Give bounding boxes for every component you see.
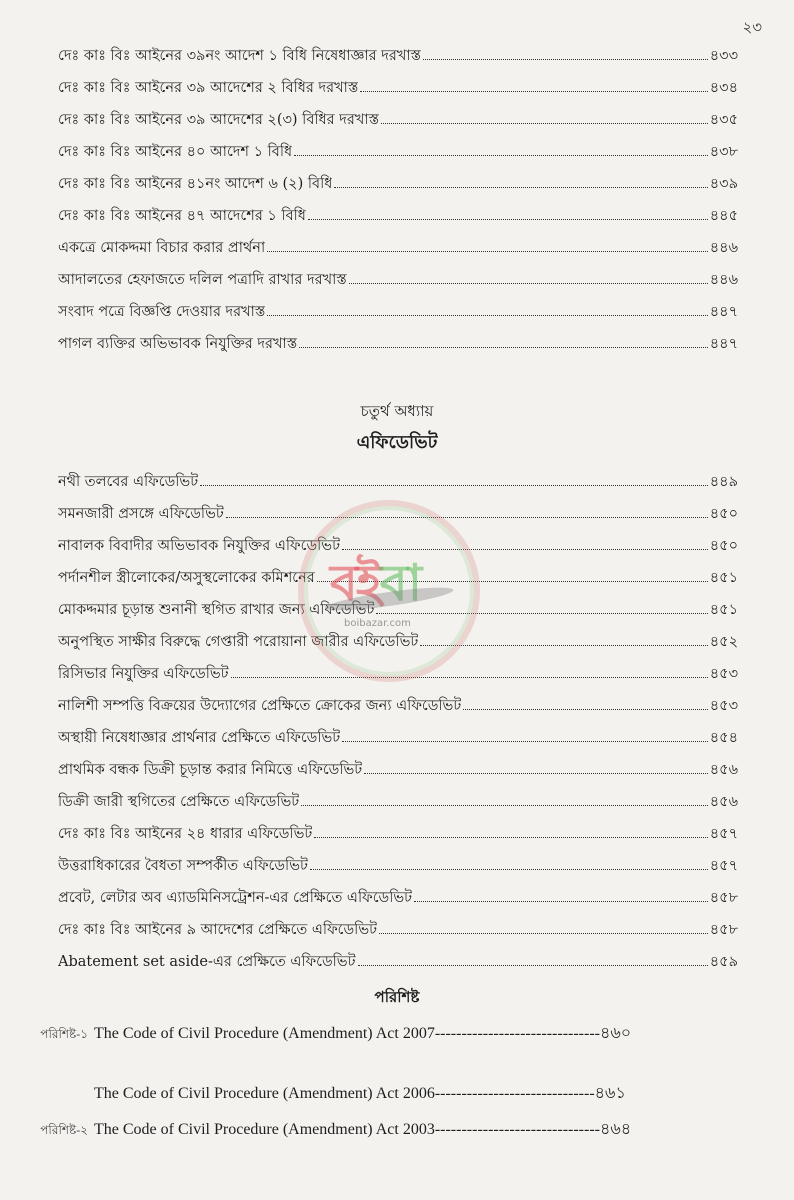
toc-entry xyxy=(58,818,738,850)
dot-leader xyxy=(317,581,708,582)
toc-entry-page: ৪৪৬ xyxy=(709,272,738,288)
appendix-entry-page: ৪৬১ xyxy=(594,1085,626,1102)
dot-leader xyxy=(267,251,708,252)
toc-entry-page: ৪৫১ xyxy=(709,570,738,586)
dot-leader xyxy=(294,155,708,156)
toc-entry-page: ৪৫৭ xyxy=(709,858,738,874)
toc-entry xyxy=(58,232,738,264)
dot-leader xyxy=(381,123,708,124)
dot-leader xyxy=(226,517,708,518)
toc-entry-page: ৪৫৮ xyxy=(709,890,738,906)
toc-entry-page: ৪৩৩ xyxy=(709,48,738,64)
toc-entry-title: Abatement set aside-এর প্রেক্ষিতে এফিডেভিট xyxy=(58,954,356,970)
toc-entry-title: পর্দানশীল স্ত্রীলোকের/অসুস্থলোকের কমিশনের xyxy=(58,570,315,586)
dot-leader xyxy=(358,965,708,966)
toc-entry xyxy=(58,136,738,168)
toc-entry-page: ৪৩৪ xyxy=(709,80,738,96)
dot-leader xyxy=(420,645,707,646)
toc-entry-page: ৪৪৯ xyxy=(709,474,738,490)
appendix-entry-leader: ------------------------------- xyxy=(434,1121,600,1138)
toc-entry-title: দেঃ কাঃ বিঃ আইনের ৩৯নং আদেশ ১ বিধি নিষেধাজ্ঞার দরখাস্ত xyxy=(58,48,421,64)
appendix-entry-marker: পরিশিষ্ট-১ xyxy=(40,1027,88,1041)
toc-entry xyxy=(58,850,738,882)
toc-entry xyxy=(58,786,738,818)
toc-entry-page: ৪৫০ xyxy=(709,538,738,554)
toc-entry-title: নাবালক বিবাদীর অভিভাবক নিযুক্তির এফিডেভিট xyxy=(58,538,340,554)
toc-entry-title: আদালতের হেফাজতে দলিল পত্রাদি রাখার দরখাস্ত xyxy=(58,272,347,288)
toc-entry-page: ৪৪৭ xyxy=(709,336,738,352)
appendix-entry-title: The Code of Civil Procedure (Amendment) Act 2006 xyxy=(94,1085,435,1102)
toc-entry-title: অস্থায়ী নিষেধাজ্ঞার প্রার্থনার প্রেক্ষিতে এফিডেভিট xyxy=(58,730,341,746)
dot-leader xyxy=(463,709,707,710)
toc-entry xyxy=(58,328,738,360)
toc-entry xyxy=(58,754,738,786)
watermark-logo-icon: বইবা xyxy=(330,554,421,612)
toc-entry xyxy=(58,530,738,562)
toc-entry-title: দেঃ কাঃ বিঃ আইনের ৪১নং আদেশ ৬ (২) বিধি xyxy=(58,176,333,192)
toc-entry xyxy=(58,626,738,658)
dot-leader xyxy=(376,613,707,614)
toc-entry-page: ৪৫২ xyxy=(709,634,738,650)
dot-leader xyxy=(364,773,708,774)
dot-leader xyxy=(301,805,708,806)
toc-entry xyxy=(58,264,738,296)
toc-entry-title: রিসিভার নিযুক্তির এফিডেভিট xyxy=(58,666,229,682)
toc-entry-page: ৪৫৭ xyxy=(709,826,738,842)
toc-entry-title: দেঃ কাঃ বিঃ আইনের ৩৯ আদেশের ২(৩) বিধির দরখাস্ত xyxy=(58,112,380,128)
toc-entry-page: ৪৪৫ xyxy=(709,208,738,224)
toc-entry-title: দেঃ কাঃ বিঃ আইনের ৩৯ আদেশের ২ বিধির দরখাস্ত xyxy=(58,80,359,96)
dot-leader xyxy=(267,315,707,316)
dot-leader xyxy=(231,677,708,678)
toc-entry xyxy=(58,946,738,978)
watermark-site: boibazar.com xyxy=(344,618,411,629)
dot-leader xyxy=(299,347,708,348)
toc-entry-page: ৪৫৩ xyxy=(709,666,738,682)
toc-entry-title: প্রাথমিক বন্ধক ডিক্রী চূড়ান্ত করার নিমিত্তে এফিডেভিট xyxy=(58,762,363,778)
appendix-heading: পরিশিষ্ট xyxy=(374,988,420,1006)
dot-leader xyxy=(379,933,708,934)
toc-entry-title: নালিশী সম্পত্তি বিক্রয়ের উদ্যোগের প্রেক্ষিতে ক্রোকের জন্য এফিডেভিট xyxy=(58,698,462,714)
toc-entry-page: ৪৫৬ xyxy=(709,794,738,810)
appendix-entry-title: The Code of Civil Procedure (Amendment) Act 2007 xyxy=(94,1025,435,1042)
toc-entry-title: অনুপস্থিত সাক্ষীর বিরুদ্ধে গেপ্তারী পরোয়ানা জারীর এফিডেভিট xyxy=(58,634,419,650)
toc-entry-title: দেঃ কাঃ বিঃ আইনের ৪৭ আদেশের ১ বিধি xyxy=(58,208,306,224)
toc-entry-title: দেঃ কাঃ বিঃ আইনের ৯ আদেশের প্রেক্ষিতে এফিডেভিট xyxy=(58,922,378,938)
toc-entry-title: দেঃ কাঃ বিঃ আইনের ৪০ আদেশ ১ বিধি xyxy=(58,144,293,160)
toc-entry-page: ৪৩৫ xyxy=(709,112,738,128)
toc-entry-page: ৪৩৯ xyxy=(709,176,738,192)
toc-entry xyxy=(58,658,738,690)
dot-leader xyxy=(342,549,708,550)
toc-entry-page: ৪৫০ xyxy=(709,506,738,522)
toc-entry-title: নথী তলবের এফিডেভিট xyxy=(58,474,199,490)
toc-entry-page: ৪৫৬ xyxy=(709,762,738,778)
toc-entry-page: ৪৫১ xyxy=(709,602,738,618)
chapter-title: এফিডেভিট xyxy=(356,432,438,453)
toc-entry xyxy=(58,200,738,232)
dot-leader xyxy=(334,187,707,188)
appendix-entry-leader: ------------------------------- xyxy=(434,1025,600,1042)
toc-entry-title: মোকদ্দমার চূড়ান্ত শুনানী স্থগিত রাখার জন্য এফিডেভিট xyxy=(58,602,375,618)
toc-entry xyxy=(58,722,738,754)
toc-entry xyxy=(58,466,738,498)
toc-section-applications xyxy=(58,40,738,360)
toc-entry-title: সংবাদ পত্রে বিজ্ঞপ্তি দেওয়ার দরখাস্ত xyxy=(58,304,266,320)
toc-entry xyxy=(58,168,738,200)
toc-section-affidavits xyxy=(58,466,738,978)
toc-entry-page: ৪৫৯ xyxy=(709,954,738,970)
toc-entry xyxy=(58,594,738,626)
dot-leader xyxy=(200,485,708,486)
toc-entry-title: দেঃ কাঃ বিঃ আইনের ২৪ ধারার এফিডেভিট xyxy=(58,826,313,842)
toc-entry-title: একত্রে মোকদ্দমা বিচার করার প্রার্থনা xyxy=(58,240,266,256)
toc-entry xyxy=(58,882,738,914)
appendix-entry xyxy=(8,1020,631,1047)
dot-leader xyxy=(349,283,708,284)
toc-entry-title: প্রবেট, লেটার অব এ্যাডমিনিসট্রেশন-এর প্রেক্ষিতে এফিডেভিট xyxy=(58,890,413,906)
toc-entry xyxy=(58,296,738,328)
appendix-entry-leader: ------------------------------ xyxy=(434,1085,595,1102)
dot-leader xyxy=(423,59,708,60)
toc-entry-page: ৪৫৮ xyxy=(709,922,738,938)
appendix-entry xyxy=(8,1116,631,1143)
chapter-heading: চতুর্থ অধ্যায় xyxy=(360,402,434,420)
dot-leader xyxy=(360,91,707,92)
toc-entry xyxy=(58,104,738,136)
toc-entry xyxy=(58,914,738,946)
toc-entry-title: সমনজারী প্রসঙ্গে এফিডেভিট xyxy=(58,506,224,522)
toc-entry-title: ডিক্রী জারী স্থগিতের প্রেক্ষিতে এফিডেভিট xyxy=(58,794,300,810)
toc-entry-page: ৪৪৬ xyxy=(709,240,738,256)
toc-entry-page: ৪৫৩ xyxy=(709,698,738,714)
appendix-entry-marker: পরিশিষ্ট-২ xyxy=(40,1123,88,1137)
toc-entry xyxy=(58,562,738,594)
dot-leader xyxy=(342,741,708,742)
appendix-entry-page: ৪৬০ xyxy=(599,1025,632,1042)
toc-entry xyxy=(58,40,738,72)
toc-entry-title: উত্তরাধিকারের বৈধতা সম্পর্কীত এফিডেভিট xyxy=(58,858,308,874)
appendix-entry xyxy=(8,1080,626,1107)
dot-leader xyxy=(414,901,708,902)
toc-entry xyxy=(58,690,738,722)
toc-entry xyxy=(58,498,738,530)
dot-leader xyxy=(310,869,708,870)
toc-entry-page: ৪৪৭ xyxy=(709,304,738,320)
toc-entry-title: পাগল ব্যক্তির অভিভাবক নিযুক্তির দরখাস্ত xyxy=(58,336,298,352)
dot-leader xyxy=(314,837,707,838)
toc-entry-page: ৪৩৮ xyxy=(709,144,738,160)
page-number: ২৩ xyxy=(742,18,762,36)
dot-leader xyxy=(308,219,708,220)
toc-entry xyxy=(58,72,738,104)
appendix-entry-title: The Code of Civil Procedure (Amendment) Act 2003 xyxy=(94,1121,435,1138)
toc-entry-page: ৪৫৪ xyxy=(709,730,738,746)
appendix-entry-page: ৪৬৪ xyxy=(599,1121,632,1138)
